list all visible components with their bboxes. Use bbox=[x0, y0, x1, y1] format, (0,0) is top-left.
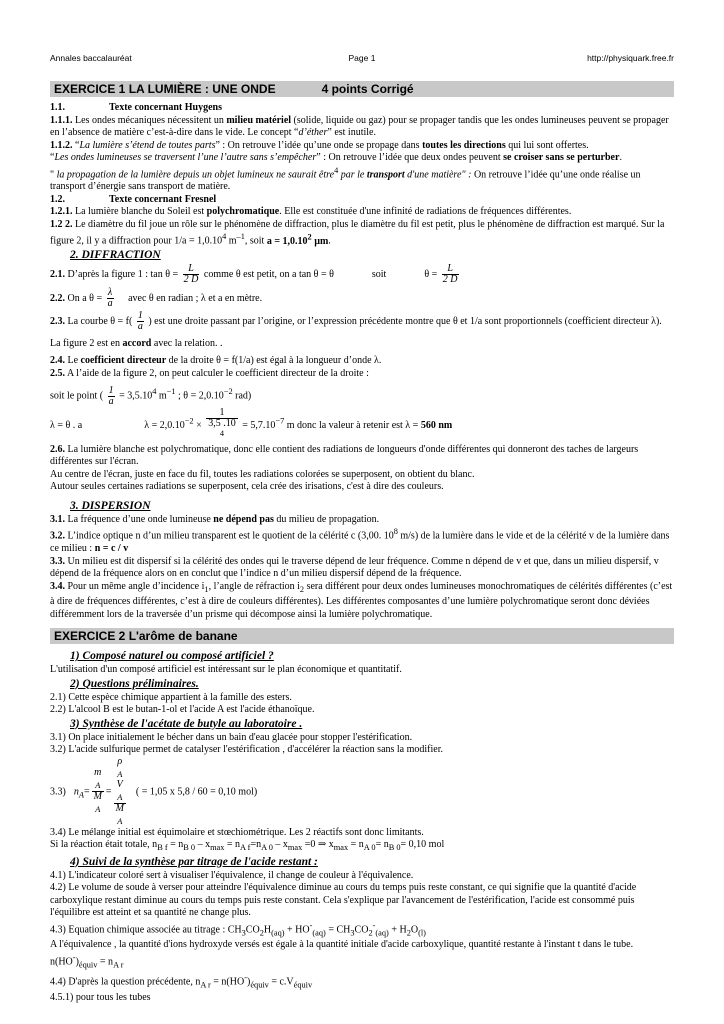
answer-4-3: 4.3) Equation chimique associée au titrage : $CH_3CO_2H_{(aq)} + HO^-_{(aq)} = CH_3CO_2^-_{(aq)} + H_2O_{(l)}$ bbox=[50, 920, 426, 937]
exercise-2-title: EXERCICE 2 L'arôme de banane bbox=[54, 629, 238, 644]
exercise-1-title: EXERCICE 1 LA LUMIÈRE : UNE ONDE bbox=[54, 82, 276, 96]
paragraph-2-2: 2.2. On a θ = $\frac{\lambda}{a}$ avec θ en radian ; λ et a en mètre. bbox=[50, 287, 263, 310]
fraction-lambda-over-a: $\frac{\lambda}{a}$ bbox=[107, 287, 113, 310]
paragraph-2-6-b: Au centre de l'écran, juste en face du fil, toutes les radiations colorées se superposent, on obtient du blanc. bbox=[50, 468, 475, 480]
paragraph-3-1: 3.1. La fréquence d’une onde lumineuse ne dépend pas du milieu de propagation. bbox=[50, 513, 380, 525]
diffraction-heading: 2. DIFFRACTION bbox=[70, 249, 161, 262]
question-2-heading: 2) Questions préliminaires. bbox=[70, 677, 199, 690]
paragraph-1-1-1: 1.1.1. Les ondes mécaniques nécessitent un milieu matériel (solide, liquide ou gaz) pour se propager tandis que les ondes lumineuses peuvent se propager en l’absence de matière c’est-à-dire dans le vide. Le concept “d’éther” est inutile. bbox=[50, 114, 669, 138]
answer-3-4-b: Si la réaction était totale, $n_{B f} = n_{B 0} - x_{max} = n_{A f}=n_{A 0} - x_{max} =0$ ⇒ $x_{max} = n_{A 0}= n_{B 0}= 0,10$ mol bbox=[50, 839, 445, 853]
paragraph-1-1-2-c: " la propagation de la lumière depuis un objet lumineux ne saurait être$^4$ par le transport d'une matière" : On retrouve l’idée qu’une onde réalise un transport d’énergie sans transport de matière. bbox=[50, 165, 641, 193]
paragraph-3-2: 3.2. L’indice optique n d’un milieu transparent est le quotient de la célérité c (3,00. $10^8$ m/s) de la lumière dans le vide et de la célérité v de la lumière dans ce milieu : n = c / v bbox=[50, 527, 670, 555]
section-1-1-heading: 1.1. Texte concernant Huygens bbox=[50, 102, 222, 113]
paragraph-1-2-2: 1.2 2. Le diamètre du fil joue un rôle sur le phénomène de diffraction, plus le diamètre du fil est petit, plus le phénomène de diffraction est marqué. Sur la figure 2, il y a diffraction pour $1/a = 1,0.10^4$ $m^{-1}$, soit $a = 1,0.10^2$ µm. bbox=[50, 218, 665, 247]
answer-2-2: 2.2) L'alcool B est le butan-1-ol et l'acide A est l'acide éthanoïque. bbox=[50, 704, 315, 716]
fraction-one-over-a: $\frac{1}{a}$ bbox=[137, 310, 143, 333]
header-page-number: Page 1 bbox=[348, 53, 376, 63]
paragraph-2-5-point: soit le point ( $\frac{1}{a}$ = $3,5.10^4$ $m^{-1}$ ; $\theta = 2,0.10^{-2}$ rad) bbox=[50, 384, 252, 407]
answer-3-2: 3.2) L'acide sulfurique permet de catalyser l'estérification , d'accélérer la réaction sans la modifier. bbox=[50, 744, 444, 756]
exercise-2-title-bar bbox=[50, 628, 674, 644]
paragraph-2-1: 2.1. D’après la figure 1 : tan θ = $\frac{L}{2 D}$ comme θ est petit, on a tan θ = θ soit θ = $\frac{L}{2 D}$ bbox=[50, 263, 458, 286]
answer-4-5-1: 4.5.1) pour tous les tubes bbox=[50, 991, 151, 1003]
answer-4-4: 4.4) D'après la question précédente, $n_{A r} = n(HO^-)_{équiv} = c.V_{équiv}$ bbox=[50, 972, 313, 990]
paragraph-3-3: 3.3. Un milieu est dit dispersif si la célérité des ondes qui le traverse dépend de leur fréquence. Comme n dépend de v et que, dans un milieu dispersif, v dépend de la fréquence alors on en conclut que l’indice n d’un milieu dispersif dépend de la fréquence. bbox=[50, 555, 659, 580]
paragraph-2-5-calculation: λ = θ . a $\lambda = 2,0.10^{-2}$ × 1 3,5 .10 $^4$ = $5,7.10^{-7}$ m donc la valeur à retenir est λ = 560 nm bbox=[50, 408, 674, 443]
fraction-one-over-a-point: $\frac{1}{a}$ bbox=[108, 384, 114, 407]
section-1-2-heading: 1.2. Texte concernant Fresnel bbox=[50, 193, 217, 205]
answer-2-1: 2.1) Cette espèce chimique appartient à la famille des esters. bbox=[50, 691, 292, 703]
paragraph-2-6-c: Autour seules certaines radiations se superposent, cela crée des irisations, c'est à dire des couleurs. bbox=[50, 481, 444, 493]
answer-3-1: 3.1) On place initialement le bécher dans un bain d'eau glacée pour stopper l'estérification. bbox=[50, 731, 413, 743]
fraction-l-over-2d-result: $\frac{L}{2 D}$ bbox=[442, 263, 458, 286]
header-left: Annales baccalauréat bbox=[50, 53, 132, 63]
exercise-1-points: 4 points Corrigé bbox=[321, 82, 414, 96]
fraction-rho-v-over-m: ρ $_A$ V $_A$ M $_A$ bbox=[115, 755, 124, 826]
paragraph-1-1-2: 1.1.2. “La lumière s’étend de toutes parts” : On retrouve l’idée qu’une onde se propage dans toutes les directions qui lui sont offertes. bbox=[50, 139, 589, 151]
paragraph-2-5: 2.5. A l’aide de la figure 2, on peut calculer le coefficient directeur de la droite : bbox=[50, 367, 369, 379]
question-4-heading: 4) Suivi de la synthèse par titrage de l'acide restant : bbox=[70, 855, 318, 868]
answer-4-2: 4.2) Le volume de soude à verser pour atteindre l'équivalence diminue au cours du temps puis reste constant, ce qui signifie que la quantité d'acide carboxylique restant diminue au cours du temps puis reste constant. Cela s'explique par l'avancement de l'estérification, l'acide est consommé puis l'équilibre est atteint et sa quantité ne change plus. bbox=[50, 882, 637, 919]
header-url: http://physiquark.free.fr bbox=[587, 53, 674, 63]
paragraph-2-6: 2.6. La lumière blanche est polychromatique, donc elle contient des radiations de longueurs d'onde différentes qui donneront des taches de largeurs différentes sur l'écran. bbox=[50, 443, 639, 468]
answer-4-3-b: A l'équivalence , la quantité d'ions hydroxyde versés est égale à la quantité initiale d'acide carboxylique, quantité restante à l'instant t dans le tube. $n(HO^-)_{équiv} = n_{A r}$ bbox=[50, 939, 634, 970]
paragraph-1-2-1: 1.2.1. La lumière blanche du Soleil est polychromatique. Elle est constituée d'une infinité de radiations de fréquences différentes. bbox=[50, 206, 572, 218]
question-1-heading: 1) Composé naturel ou composé artificiel ? bbox=[70, 650, 274, 663]
answer-1: L'utilisation d'un composé artificiel est intéressant sur le plan économique et quantitatif. bbox=[50, 664, 402, 676]
paragraph-1-1-2-b: “Les ondes lumineuses se traversent l’une l’autre sans s’empêcher” : On retrouve l’idée que deux ondes peuvent se croiser sans se perturber. bbox=[50, 152, 622, 163]
fraction-m-over-m: m $_A$ M $_A$ bbox=[93, 767, 102, 815]
page-header bbox=[50, 53, 674, 65]
document-body bbox=[50, 81, 674, 1004]
fraction-l-over-2d: $\frac{L}{2 D}$ bbox=[183, 263, 199, 286]
answer-3-4: 3.4) Le mélange initial est équimolaire et stœchiométrique. Les 2 réactifs sont donc limitants. bbox=[50, 826, 424, 838]
paragraph-2-4: 2.4. Le coefficient directeur de la droite θ = f(1/a) est égal à la longueur d’onde λ. bbox=[50, 355, 382, 367]
dispersion-heading: 3. DISPERSION bbox=[70, 499, 151, 512]
question-3-heading: 3) Synthèse de l'acétate de butyle au laboratoire . bbox=[70, 717, 303, 730]
paragraph-2-3: 2.3. La courbe θ = f( $\frac{1}{a}$ ) est une droite passant par l’origine, or l’expression précédente montre que θ et 1/a sont proportionnels (coefficient directeur λ). La figure 2 est en accord avec la relation. . bbox=[50, 310, 662, 350]
fraction-one-over-3-5e4: 1 3,5 .10 $^4$ bbox=[208, 407, 236, 439]
paragraph-3-4: 3.4. Pour un même angle d’incidence $i_1$, l’angle de réfraction $i_2$ sera différent pour deux ondes lumineuses monochromatiques de célérités différentes (c’est à dire de fréquences différentes, c’est à dire de couleurs différentes). Les différentes composantes d’une lumière polychromatique seront donc déviées différemment lors de la traversée d’un prisme qui décompose ainsi la lumière polychromatique. bbox=[50, 580, 673, 620]
answer-4-1: 4.1) L'indicateur coloré sert à visualiser l'équivalence, il change de couleur à l'équivalence. bbox=[50, 869, 414, 881]
exercise-1-title-bar bbox=[50, 81, 674, 97]
answer-3-3: 3.3) $n_A=$ m $_A$ M $_A$ = ρ $_A$ V $_A$ M $_A$ ( = 1,05 x 5,8 / 60 = 0,10 mol) bbox=[50, 755, 258, 826]
